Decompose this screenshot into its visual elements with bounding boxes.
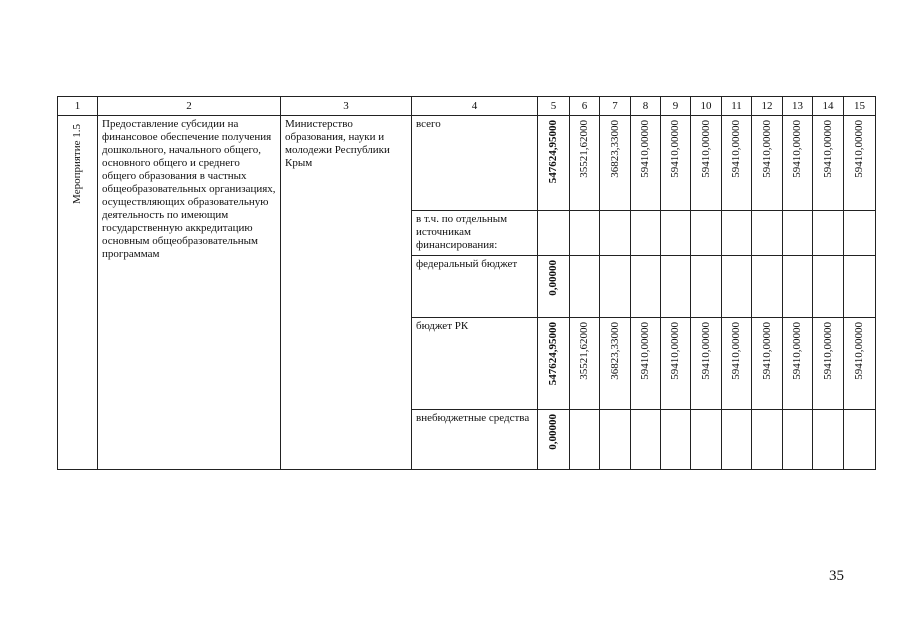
year-value: 59410,00000: [853, 322, 866, 380]
column-header: 2: [98, 97, 281, 116]
value-cell: [570, 256, 600, 318]
value-cell: [538, 318, 570, 410]
year-value: 35521,62000: [578, 120, 591, 178]
value-cell: [813, 256, 844, 318]
source-label: бюджет РК: [416, 320, 469, 332]
column-header: 12: [752, 97, 783, 116]
column-header: 7: [600, 97, 631, 116]
executor-cell: [281, 116, 412, 470]
year-value: 36823,33000: [608, 322, 621, 380]
value-cell: [722, 256, 752, 318]
value-cell: [570, 318, 600, 410]
source-cell: [412, 211, 538, 256]
year-value: 59410,00000: [669, 322, 682, 380]
budget-table: [57, 96, 876, 470]
value-cell: [570, 116, 600, 211]
value-cell: [538, 211, 570, 256]
year-value: 59410,00000: [791, 322, 804, 380]
value-cell: [722, 211, 752, 256]
year-value: 59410,00000: [821, 322, 834, 380]
column-header: 9: [661, 97, 691, 116]
value-cell: [813, 410, 844, 470]
column-header: 10: [691, 97, 722, 116]
value-cell: [570, 410, 600, 470]
year-value: 59410,00000: [730, 322, 743, 380]
value-cell: [844, 211, 876, 256]
value-cell: [631, 256, 661, 318]
source-cell: [412, 256, 538, 318]
description-cell: [98, 116, 281, 470]
column-header: 8: [631, 97, 661, 116]
value-cell: [722, 410, 752, 470]
column-header: 14: [813, 97, 844, 116]
value-cell: [691, 211, 722, 256]
value-cell: [752, 116, 783, 211]
source-label: внебюджетные средства: [416, 412, 530, 424]
column-header: 15: [844, 97, 876, 116]
value-cell: [722, 318, 752, 410]
table-header-row: [58, 97, 876, 116]
year-value: 59410,00000: [760, 322, 773, 380]
measure-label: Мероприятие 1.5: [71, 124, 84, 204]
column-header: 6: [570, 97, 600, 116]
value-cell: [752, 211, 783, 256]
value-cell: [783, 256, 813, 318]
column-header: 11: [722, 97, 752, 116]
value-cell: [631, 318, 661, 410]
value-cell: [600, 410, 631, 470]
source-label: федеральный бюджет: [416, 258, 518, 270]
value-cell: [600, 318, 631, 410]
source-label: в т.ч. по отдельным источникам финансирования:: [416, 213, 508, 251]
value-cell: [752, 410, 783, 470]
value-cell: [691, 256, 722, 318]
value-cell: [844, 410, 876, 470]
total-value: 0,00000: [547, 414, 560, 450]
value-cell: [844, 116, 876, 211]
value-cell: [600, 116, 631, 211]
measure-description: Предоставление субсидии на финансовое обеспечение получения дошкольного, начального общего, основного общего и среднего общего образования в частных общеобразовательных организациях, осуществляющих образовательную деятельность по имеющим государственную аккредитацию основным общеобразовательным программам: [102, 118, 276, 260]
value-cell: [631, 410, 661, 470]
total-value: 0,00000: [547, 260, 560, 296]
value-cell: [783, 116, 813, 211]
year-value: 59410,00000: [853, 120, 866, 178]
value-cell: [752, 318, 783, 410]
value-cell: [783, 410, 813, 470]
measure-label-cell: [58, 116, 98, 470]
value-cell: [691, 318, 722, 410]
source-cell: [412, 116, 538, 211]
value-cell: [844, 318, 876, 410]
value-cell: [661, 318, 691, 410]
year-value: 59410,00000: [699, 322, 712, 380]
source-cell: [412, 410, 538, 470]
column-header: 4: [412, 97, 538, 116]
value-cell: [570, 211, 600, 256]
source-label: всего: [416, 118, 441, 130]
year-value: 59410,00000: [669, 120, 682, 178]
source-cell: [412, 318, 538, 410]
page-number: 35: [829, 568, 844, 584]
year-value: 59410,00000: [639, 120, 652, 178]
value-cell: [813, 318, 844, 410]
column-header: 13: [783, 97, 813, 116]
column-header: 5: [538, 97, 570, 116]
value-cell: [752, 256, 783, 318]
year-value: 59410,00000: [791, 120, 804, 178]
table-row: [58, 116, 876, 211]
value-cell: [631, 211, 661, 256]
total-value: 547624,95000: [547, 322, 560, 386]
value-cell: [600, 211, 631, 256]
year-value: 59410,00000: [821, 120, 834, 178]
value-cell: [783, 318, 813, 410]
executor-name: Министерство образования, науки и молодежи Республики Крым: [285, 118, 390, 169]
value-cell: [844, 256, 876, 318]
year-value: 59410,00000: [699, 120, 712, 178]
value-cell: [691, 116, 722, 211]
year-value: 36823,33000: [608, 120, 621, 178]
value-cell: [661, 116, 691, 211]
value-cell: [722, 116, 752, 211]
value-cell: [538, 410, 570, 470]
value-cell: [631, 116, 661, 211]
value-cell: [813, 211, 844, 256]
value-cell: [661, 211, 691, 256]
year-value: 59410,00000: [760, 120, 773, 178]
year-value: 35521,62000: [578, 322, 591, 380]
total-value: 547624,95000: [547, 120, 560, 184]
value-cell: [538, 116, 570, 211]
value-cell: [783, 211, 813, 256]
value-cell: [538, 256, 570, 318]
year-value: 59410,00000: [639, 322, 652, 380]
column-header: 1: [58, 97, 98, 116]
value-cell: [661, 256, 691, 318]
value-cell: [813, 116, 844, 211]
column-header: 3: [281, 97, 412, 116]
year-value: 59410,00000: [730, 120, 743, 178]
value-cell: [600, 256, 631, 318]
value-cell: [691, 410, 722, 470]
value-cell: [661, 410, 691, 470]
